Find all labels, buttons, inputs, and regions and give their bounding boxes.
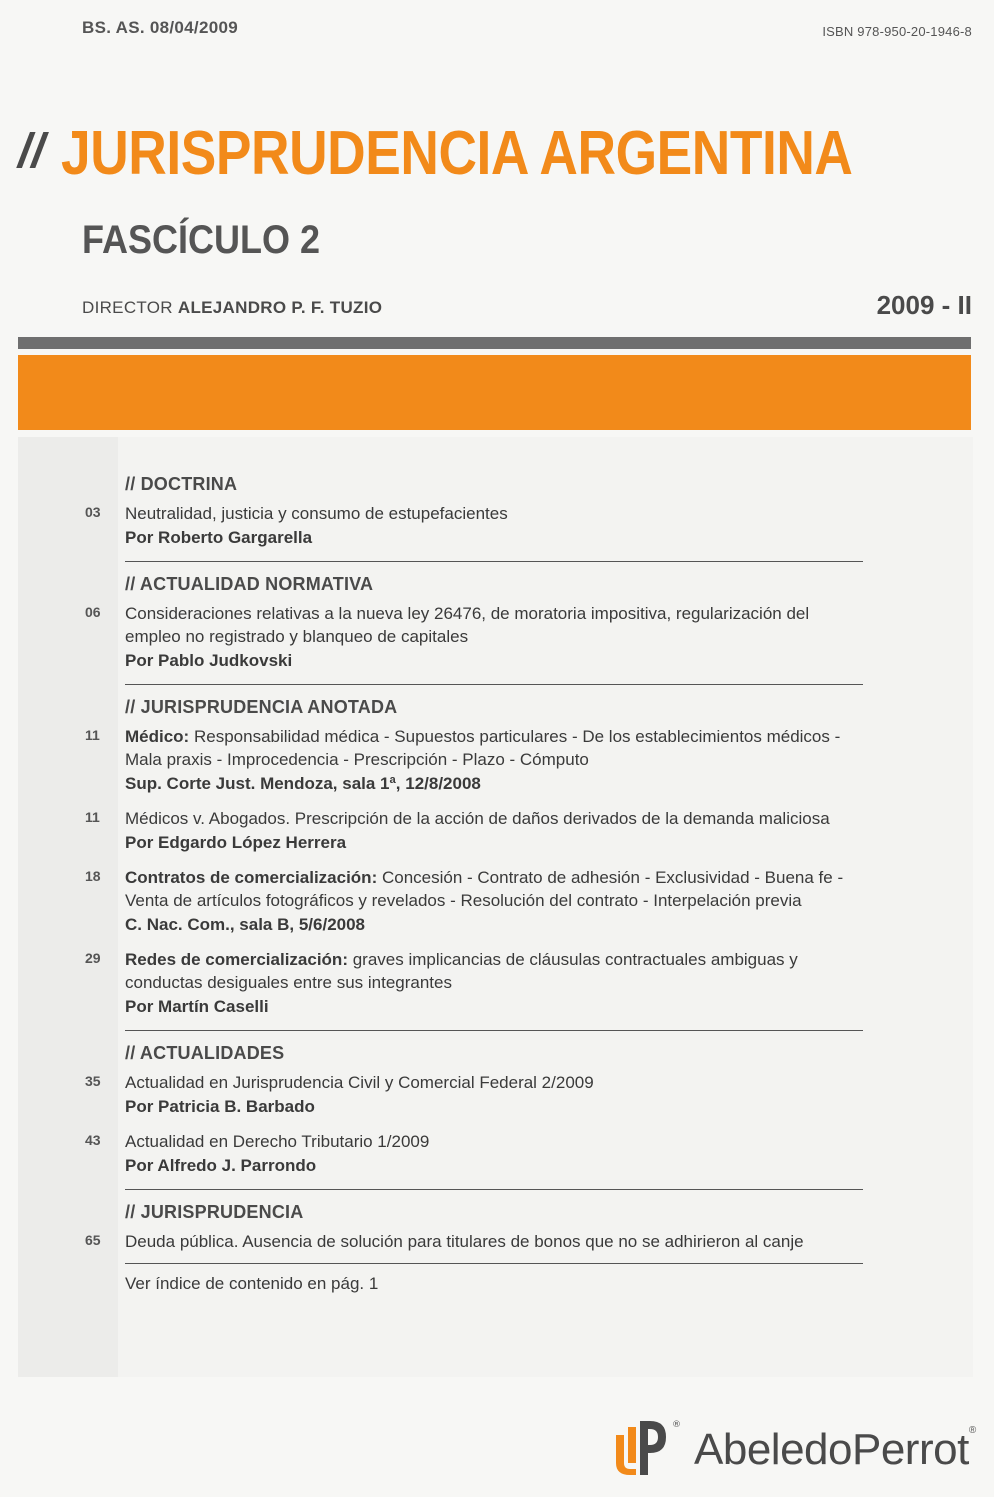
section-divider — [125, 684, 863, 685]
entry-author: Por Alfredo J. Parrondo — [125, 1156, 317, 1175]
section-heading-doctrina: // DOCTRINA — [125, 474, 238, 494]
toc-entry[interactable] — [85, 502, 865, 551]
year-label: 2009 - II — [876, 290, 972, 320]
toc-entry[interactable] — [85, 1071, 865, 1120]
director-label: DIRECTOR — [82, 298, 173, 317]
title-row — [18, 118, 981, 189]
page-number: 18 — [85, 868, 101, 884]
entry-author: Por Roberto Gargarella — [125, 528, 313, 547]
page-number: 35 — [85, 1073, 101, 1089]
publisher-name-part-1: Abeledo — [694, 1424, 852, 1474]
toc-entry[interactable] — [85, 1130, 865, 1179]
page-number: 11 — [85, 809, 100, 825]
publisher-name-part-2: Perrot — [851, 1424, 969, 1474]
section-heading-actualidades: // ACTUALIDADES — [125, 1043, 285, 1063]
page-number: 03 — [85, 504, 101, 520]
publisher-logo-mark-icon — [610, 1417, 690, 1482]
toc-entry[interactable] — [85, 866, 865, 938]
entry-title: Actualidad en Derecho Tributario 1/2009 — [125, 1132, 430, 1151]
section-divider — [125, 1030, 863, 1031]
entry-author: C. Nac. Com., sala B, 5/6/2008 — [125, 915, 366, 934]
index-reference-note[interactable]: Ver índice de contenido en pág. 1 — [125, 1274, 379, 1293]
entry-author: Por Edgardo López Herrera — [125, 833, 347, 852]
toc-entry[interactable] — [85, 948, 865, 1020]
entry-title: Médicos v. Abogados. Prescripción de la acción de daños derivados de la demanda maliciosa — [125, 809, 830, 828]
director-line — [82, 298, 382, 318]
page-number: 29 — [85, 950, 101, 966]
section-divider — [125, 1263, 863, 1264]
section-divider — [125, 1189, 863, 1190]
entry-title-text: Concesión - Contrato de adhesión - Exclusividad - Buena fe - Venta de artículos fotográficos y revelados - Resolución del contrato - Interpelación previa — [125, 868, 844, 910]
gray-divider-bar — [18, 337, 971, 349]
director-name: ALEJANDRO P. F. TUZIO — [177, 298, 383, 317]
entry-title — [125, 866, 865, 912]
publisher-name — [694, 1425, 976, 1475]
page-number: 06 — [85, 604, 101, 620]
entry-label: Contratos de comercialización: — [125, 868, 378, 887]
orange-band — [18, 355, 971, 430]
entry-title — [125, 725, 865, 771]
entry-title: Deuda pública. Ausencia de solución para titulares de bonos que no se adhirieron al canje — [125, 1232, 804, 1251]
toc-entry[interactable] — [85, 1230, 865, 1253]
page-number: 65 — [85, 1232, 101, 1248]
isbn-line: ISBN 978-950-20-1946-8 — [822, 24, 972, 39]
entry-title-text: graves implicancias de cláusulas contractuales ambiguas y conductas desiguales entre sus integrantes — [125, 950, 798, 992]
fasciculo-label: FASCÍCULO 2 — [82, 218, 321, 262]
page-number: 11 — [85, 727, 100, 743]
section-heading-jurisprudencia: // JURISPRUDENCIA — [125, 1202, 304, 1222]
section-divider — [125, 561, 863, 562]
entry-author: Por Martín Caselli — [125, 997, 269, 1016]
entry-title-text: Responsabilidad médica - Supuestos particulares - De los establecimientos médicos - Mala praxis - Improcedencia - Prescripción - Plazo - Cómputo — [125, 727, 841, 769]
title-slashes: // — [18, 125, 45, 178]
toc-entry[interactable] — [85, 602, 865, 674]
entry-title — [125, 948, 865, 994]
publisher-logo — [610, 1417, 976, 1477]
toc-entry[interactable] — [85, 725, 865, 797]
table-of-contents — [0, 472, 994, 1294]
toc-entry[interactable] — [85, 807, 865, 856]
svg-text:®: ® — [672, 1420, 681, 1430]
entry-author: Por Patricia B. Barbado — [125, 1097, 315, 1116]
page-title: JURISPRUDENCIA ARGENTINA — [60, 119, 853, 188]
entry-author: Sup. Corte Just. Mendoza, sala 1ª, 12/8/2008 — [125, 774, 481, 793]
entry-title: Neutralidad, justicia y consumo de estupefacientes — [125, 504, 508, 523]
page-number: 43 — [85, 1132, 101, 1148]
registered-mark: ® — [968, 1424, 976, 1436]
entry-author: Por Pablo Judkovski — [125, 651, 293, 670]
date-line: BS. AS. 08/04/2009 — [82, 18, 238, 37]
entry-label: Redes de comercialización: — [125, 950, 348, 969]
entry-title: Actualidad en Jurisprudencia Civil y Comercial Federal 2/2009 — [125, 1073, 594, 1092]
section-heading-actualidad-normativa: // ACTUALIDAD NORMATIVA — [125, 574, 374, 594]
entry-label: Médico: — [125, 727, 190, 746]
entry-title: Consideraciones relativas a la nueva ley 26476, de moratoria impositiva, regularización del empleo no registrado y blanqueo de capitales — [125, 604, 810, 646]
section-heading-jurisprudencia-anotada: // JURISPRUDENCIA ANOTADA — [125, 697, 398, 717]
